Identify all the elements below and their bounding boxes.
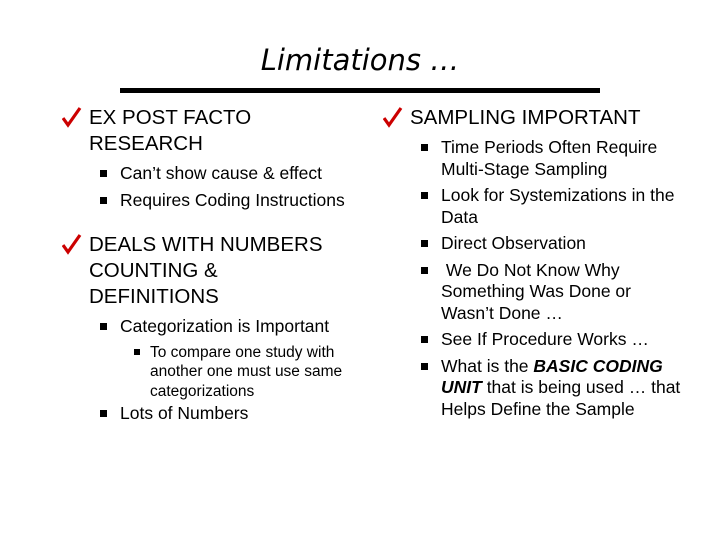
square-bullet-icon	[100, 170, 107, 177]
heading-text: SAMPLING IMPORTANT	[410, 106, 641, 129]
bullet-cause-effect	[62, 163, 352, 185]
square-bullet-icon	[100, 323, 107, 330]
heading-text: EX POST FACTO RESEARCH	[89, 106, 252, 155]
square-bullet-icon	[421, 144, 428, 151]
sub-bullet-compare-study	[62, 343, 352, 402]
left-column	[62, 105, 352, 425]
square-bullet-icon	[421, 240, 428, 247]
bullet-text-emphasis: BASIC CODING UNIT	[441, 355, 663, 397]
right-column	[383, 105, 686, 420]
title-underline	[120, 88, 600, 93]
bullet-text: Categorization is Important	[120, 316, 330, 336]
heading-ex-post-facto	[62, 105, 352, 157]
bullet-text: Look for Systemizations in the Data	[441, 185, 675, 227]
square-bullet-icon	[421, 363, 428, 370]
checkmark-icon	[62, 105, 84, 131]
slide-title: Limitations …	[260, 43, 460, 77]
bullet-text: Time Periods Often Require Multi-Stage Sampling	[441, 137, 658, 179]
sub-bullet-text: To compare one study with another one must use same categorizations	[150, 343, 343, 400]
square-bullet-icon	[134, 349, 140, 355]
heading-sampling-important	[383, 105, 683, 131]
checkmark-icon	[383, 105, 405, 131]
bullet-categorization	[62, 316, 352, 338]
square-bullet-icon	[100, 410, 107, 417]
square-bullet-icon	[421, 267, 428, 274]
bullet-text-before: What is the	[441, 355, 534, 376]
bullet-text: Requires Coding Instructions	[120, 189, 345, 210]
bullet-text: We Do Not Know Why Something Was Done or Wasn’t Done …	[441, 259, 636, 323]
bullet-text: Lots of Numbers	[120, 403, 249, 423]
checkmark-icon	[62, 232, 84, 258]
bullet-text-after: that is being used … that Helps Define the Sample	[441, 377, 686, 419]
heading-deals-with-numbers	[62, 232, 352, 310]
square-bullet-icon	[100, 197, 107, 204]
bullet-text: Can’t show cause & effect	[120, 163, 323, 183]
heading-text: DEALS WITH NUMBERS COUNTING & DEFINITIONS	[89, 233, 323, 308]
square-bullet-icon	[421, 192, 428, 199]
bullet-text: See If Procedure Works …	[441, 329, 649, 349]
bullet-systemizations	[383, 185, 683, 228]
bullet-coding-instructions	[62, 190, 352, 212]
bullet-text: Direct Observation	[441, 233, 586, 253]
bullet-time-periods	[383, 137, 683, 180]
bullet-do-not-know-why	[383, 260, 683, 325]
bullet-basic-coding-unit	[383, 355, 686, 421]
bullet-lots-of-numbers	[62, 403, 352, 425]
square-bullet-icon	[421, 336, 428, 343]
bullet-procedure-works	[383, 329, 683, 351]
bullet-direct-observation	[383, 233, 683, 255]
